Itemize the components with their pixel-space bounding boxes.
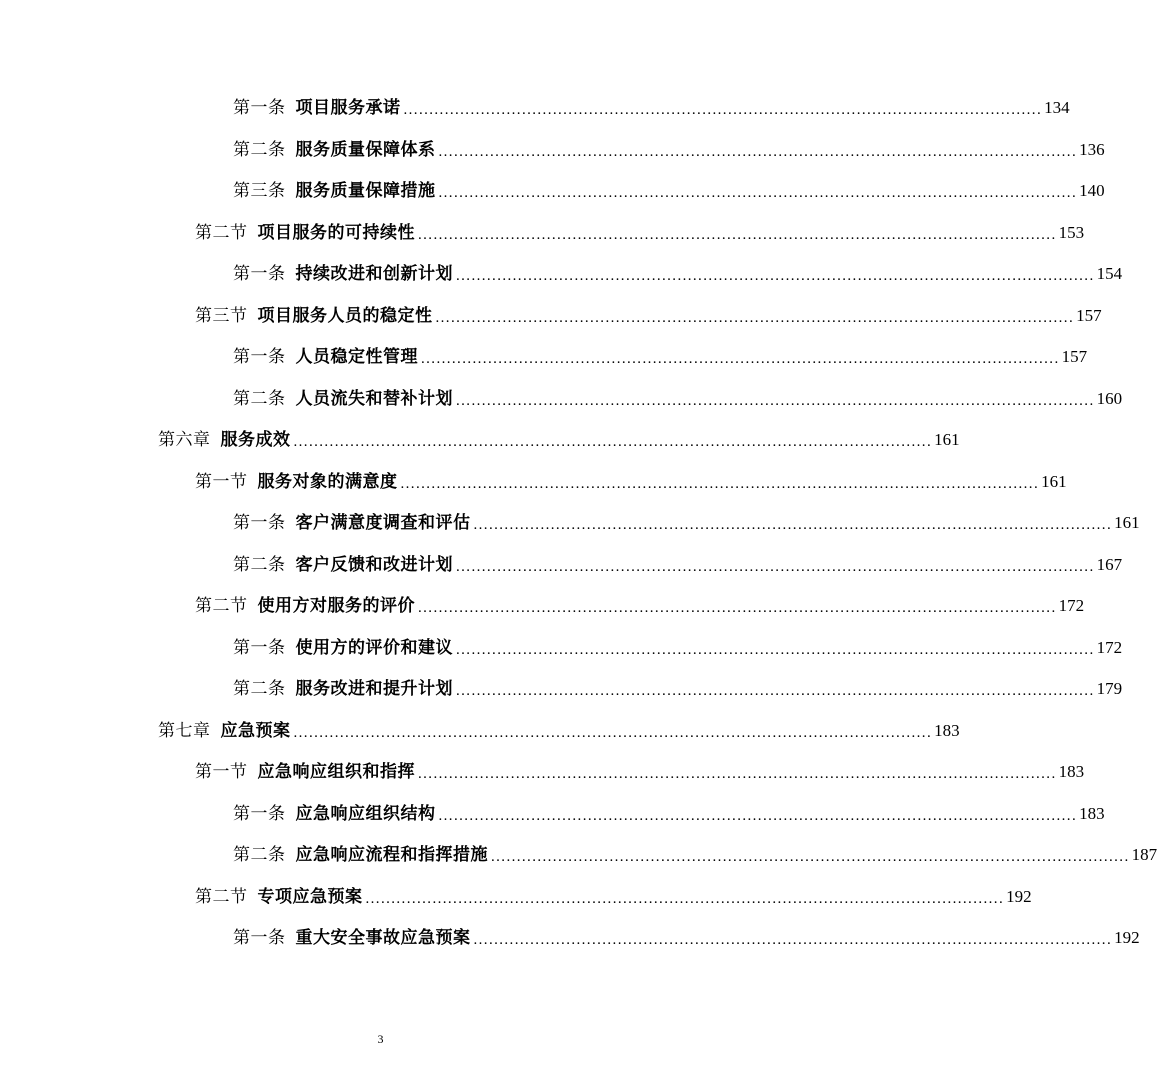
toc-entry-number: 第一条 <box>233 264 286 284</box>
toc-entry[interactable] <box>233 387 1123 411</box>
toc-leader-dots: ............................................................................................................................ <box>435 310 1075 326</box>
toc-entry-number: 第一节 <box>195 762 248 782</box>
toc-leader-dots: ............................................................................................................................ <box>456 642 1095 658</box>
toc-entry[interactable] <box>233 677 1123 701</box>
toc-entry-page: 192 <box>1114 928 1140 947</box>
toc-entry-page: 161 <box>934 430 960 449</box>
toc-entry-title: 应急响应流程和指挥措施 <box>295 845 488 865</box>
toc-entry-title: 使用方的评价和建议 <box>295 638 453 658</box>
toc-entry-page: 167 <box>1096 555 1123 574</box>
toc-entry-page: 136 <box>1079 140 1105 159</box>
toc-entry-title: 客户满意度调查和评估 <box>295 513 471 533</box>
toc-leader-dots: ............................................................................................................................ <box>438 808 1078 824</box>
toc-entry-title: 使用方对服务的评价 <box>257 596 415 616</box>
toc-entry-title: 服务成效 <box>220 430 291 450</box>
toc-entry[interactable] <box>233 636 1123 660</box>
toc-entry[interactable] <box>195 221 1085 245</box>
toc-leader-dots: ............................................................................................................................ <box>438 185 1078 201</box>
toc-entry[interactable] <box>233 96 1070 120</box>
toc-entry[interactable] <box>233 511 1140 535</box>
toc-entry[interactable] <box>233 345 1088 369</box>
toc-entry-number: 第二条 <box>233 389 286 409</box>
toc-entry-title: 服务对象的满意度 <box>257 472 398 492</box>
toc-leader-dots: ............................................................................................................................ <box>438 144 1078 160</box>
toc-leader-dots: ............................................................................................................................ <box>456 268 1095 284</box>
toc-leader-dots: ............................................................................................................................ <box>456 683 1095 699</box>
toc-leader-dots: ............................................................................................................................ <box>491 849 1130 865</box>
toc-entry[interactable] <box>195 304 1102 328</box>
toc-entry-page: 179 <box>1096 679 1123 698</box>
toc-entry-number: 第二节 <box>195 887 248 907</box>
toc-entry-number: 第一条 <box>233 928 286 948</box>
toc-leader-dots: ............................................................................................................................ <box>293 725 933 741</box>
toc-entry-page: 187 <box>1131 845 1157 864</box>
toc-entry[interactable] <box>158 428 960 452</box>
toc-entry-page: 157 <box>1061 347 1088 366</box>
toc-leader-dots: ............................................................................................................................ <box>473 517 1113 533</box>
toc-entry[interactable] <box>195 470 1067 494</box>
toc-entry-page: 172 <box>1058 596 1085 615</box>
toc-entry-title: 人员流失和替补计划 <box>295 389 453 409</box>
toc-entry[interactable] <box>158 719 960 743</box>
toc-entry-title: 应急响应组织和指挥 <box>257 762 415 782</box>
toc-entry-page: 183 <box>934 721 960 740</box>
toc-entry-title: 项目服务的可持续性 <box>257 223 415 243</box>
toc-entry-number: 第二节 <box>195 223 248 243</box>
toc-entry-page: 183 <box>1079 804 1105 823</box>
toc-entry[interactable] <box>233 843 1157 867</box>
toc-entry-title: 重大安全事故应急预案 <box>295 928 471 948</box>
page-number: 3 <box>377 1032 384 1046</box>
toc-entry[interactable] <box>233 926 1140 950</box>
toc-entry-number: 第二条 <box>233 679 286 699</box>
toc-entry-number: 第六章 <box>158 430 211 450</box>
toc-entry-number: 第三条 <box>233 181 286 201</box>
toc-entry[interactable] <box>195 594 1085 618</box>
toc-entry-number: 第一条 <box>233 804 286 824</box>
toc-entry-number: 第二节 <box>195 596 248 616</box>
toc-entry-title: 服务质量保障措施 <box>295 181 436 201</box>
toc-entry[interactable] <box>233 138 1105 162</box>
toc-entry-page: 161 <box>1041 472 1067 491</box>
toc-entry-page: 154 <box>1096 264 1123 283</box>
toc-entry[interactable] <box>195 885 1032 909</box>
toc-entry-number: 第一条 <box>233 513 286 533</box>
toc-entry-title: 项目服务人员的稳定性 <box>257 306 433 326</box>
toc-entry-number: 第三节 <box>195 306 248 326</box>
toc-entry-title: 人员稳定性管理 <box>295 347 418 367</box>
toc-leader-dots: ............................................................................................................................ <box>418 600 1057 616</box>
toc-entry-page: 183 <box>1058 762 1085 781</box>
toc-entry-title: 应急响应组织结构 <box>295 804 436 824</box>
toc-entry-number: 第二条 <box>233 845 286 865</box>
toc-leader-dots: ............................................................................................................................ <box>365 891 1005 907</box>
toc-entry-number: 第二条 <box>233 140 286 160</box>
toc-leader-dots: ............................................................................................................................ <box>400 476 1040 492</box>
toc-entry[interactable] <box>233 262 1123 286</box>
toc-entry-title: 客户反馈和改进计划 <box>295 555 453 575</box>
toc-entry-title: 项目服务承诺 <box>295 98 401 118</box>
toc-entry-page: 160 <box>1096 389 1123 408</box>
toc-entry[interactable] <box>233 179 1105 203</box>
toc-leader-dots: ............................................................................................................................ <box>403 102 1043 118</box>
toc-entry-title: 持续改进和创新计划 <box>295 264 453 284</box>
toc-entry-number: 第二条 <box>233 555 286 575</box>
toc-entry[interactable] <box>195 760 1085 784</box>
toc-entry-title: 服务改进和提升计划 <box>295 679 453 699</box>
toc-entry-title: 服务质量保障体系 <box>295 140 436 160</box>
toc-entry-number: 第一条 <box>233 638 286 658</box>
toc-entry-number: 第一条 <box>233 347 286 367</box>
toc-leader-dots: ............................................................................................................................ <box>473 932 1113 948</box>
toc-leader-dots: ............................................................................................................................ <box>418 766 1057 782</box>
toc-entry-number: 第七章 <box>158 721 211 741</box>
toc-entry-page: 134 <box>1044 98 1070 117</box>
toc-leader-dots: ............................................................................................................................ <box>293 434 933 450</box>
toc-leader-dots: ............................................................................................................................ <box>418 227 1057 243</box>
toc-entry-title: 应急预案 <box>220 721 291 741</box>
toc-entry-number: 第一节 <box>195 472 248 492</box>
toc-entry-page: 161 <box>1114 513 1140 532</box>
toc-entry[interactable] <box>233 802 1105 826</box>
toc-entry-page: 153 <box>1058 223 1085 242</box>
toc-entry-number: 第一条 <box>233 98 286 118</box>
toc-entry-page: 172 <box>1096 638 1123 657</box>
toc-entry-page: 157 <box>1076 306 1102 325</box>
toc-entry-page: 192 <box>1006 887 1032 906</box>
toc-leader-dots: ............................................................................................................................ <box>421 351 1060 367</box>
toc-leader-dots: ............................................................................................................................ <box>456 393 1095 409</box>
toc-leader-dots: ............................................................................................................................ <box>456 559 1095 575</box>
toc-entry[interactable] <box>233 553 1123 577</box>
toc-entry-title: 专项应急预案 <box>257 887 363 907</box>
toc-entry-page: 140 <box>1079 181 1105 200</box>
